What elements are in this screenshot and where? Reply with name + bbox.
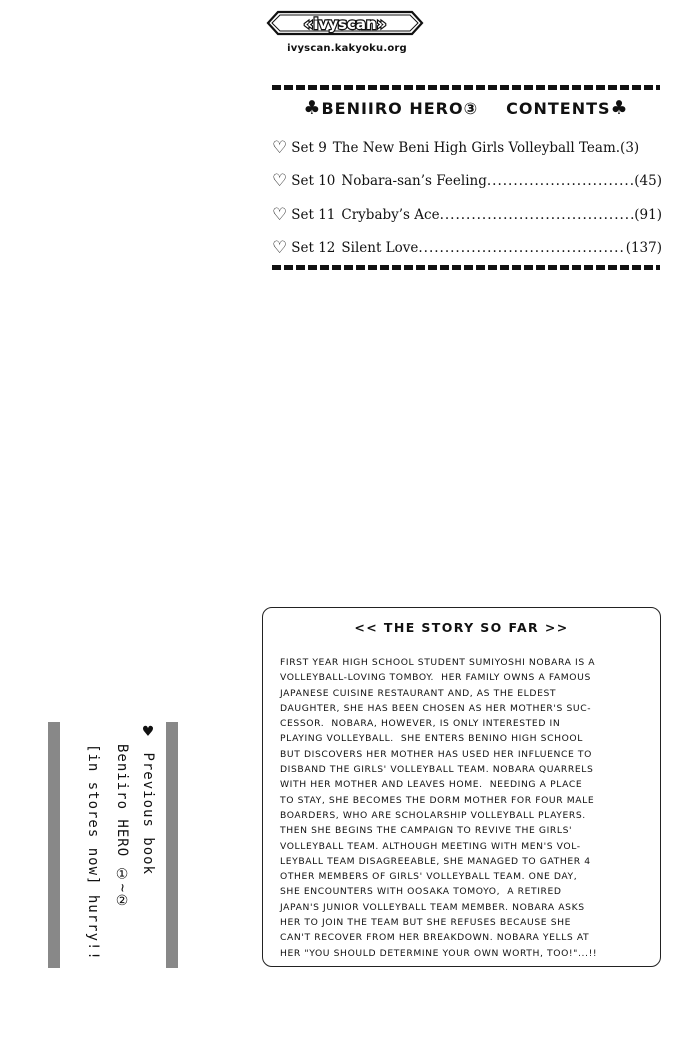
toc-chapter-title: The New Beni High Girls Volleyball Team. (332, 139, 621, 156)
story-line: JAPAN'S JUNIOR VOLLEYBALL TEAM MEMBER. NOBARA ASKS (280, 901, 585, 913)
toc-entry (272, 198, 662, 232)
heart-icon: ♡ (272, 171, 288, 192)
story-line: PLAYING VOLLEYBALL. SHE ENTERS BENINO HIGH SCHOOL (280, 733, 583, 745)
toc-leader-dots (418, 240, 625, 256)
toc-entry (272, 131, 662, 165)
story-line: BOARDERS, WHO ARE SCHOLARSHIP VOLLEYBALL PLAYERS. (280, 809, 586, 821)
toc-chapter-title: Crybaby’s Ace (341, 206, 440, 223)
toc-page-number: (3) (620, 139, 640, 156)
story-line: HER "YOU SHOULD DETERMINE YOUR OWN WORTH, TOO!"...!! (280, 947, 598, 959)
table-of-contents (272, 131, 662, 265)
story-line: LEYBALL TEAM DISAGREEABLE, SHE MANAGED TO GATHER 4 (280, 855, 591, 867)
heart-icon: ♡ (272, 204, 288, 225)
previous-book-notice (48, 722, 180, 968)
story-line: FIRST YEAR HIGH SCHOOL STUDENT SUMIYOSHI NOBARA IS A (280, 657, 596, 668)
logo-text: «ivyscan» (303, 15, 387, 33)
story-line: SHE ENCOUNTERS WITH OOSAKA TOMOYO, A RETIRED (280, 886, 562, 898)
series-title: BENIIRO HERO (321, 99, 464, 118)
story-title: << THE STORY SO FAR >> (354, 620, 569, 635)
logo-url: ivyscan.kakyoku.org (287, 43, 407, 54)
heart-icon: ♥ (138, 722, 158, 743)
contents-title (272, 97, 660, 119)
story-line: VOLLEYBALL-LOVING TOMBOY. HER FAMILY OWNS A FAMOUS (280, 672, 591, 684)
toc-set-number: Set 11 (291, 206, 336, 223)
toc-leader-dots (440, 207, 635, 223)
story-line: CESSOR. NOBARA, HOWEVER, IS ONLY INTERESTED IN (280, 718, 561, 730)
toc-chapter-title: Silent Love (341, 240, 419, 257)
logo-graphic (266, 8, 424, 38)
story-line: OTHER MEMBERS OF GIRLS' VOLLEYBALL TEAM. ONE DAY, (280, 871, 578, 883)
toc-set-number: Set 10 (291, 173, 336, 190)
toc-page-number: (91) (634, 206, 662, 223)
story-so-far-box (262, 607, 661, 967)
toc-entry (272, 165, 662, 199)
story-line: JAPANESE CUISINE RESTAURANT AND, AS THE ELDEST (280, 687, 557, 699)
heart-icon: ♡ (272, 238, 288, 259)
club-icon: ♣ (610, 97, 629, 119)
previous-book-title: Beniiro HERO ①~② (114, 744, 130, 911)
top-dashed-rule (272, 85, 660, 90)
story-line: DISBAND THE GIRLS' VOLLEYBALL TEAM. NOBARA QUARRELS (280, 764, 594, 776)
logo (266, 8, 424, 38)
gray-side-bar (166, 722, 178, 968)
contents-heading: CONTENTS (506, 99, 611, 118)
toc-leader-dots (487, 173, 634, 189)
previous-book-label: ♥ Previous book (138, 722, 158, 876)
story-line: CAN'T RECOVER FROM HER BREAKDOWN. NOBARA YELLS AT (280, 932, 590, 944)
toc-chapter-title: Nobara-san’s Feeling (341, 173, 487, 190)
story-line: DAUGHTER, SHE HAS BEEN CHOSEN AS HER MOTHER'S SUC- (280, 702, 592, 714)
gray-side-bar (48, 722, 60, 968)
story-line: WITH HER MOTHER AND LEAVES HOME. NEEDING A PLACE (280, 779, 583, 791)
toc-page-number: (137) (625, 240, 662, 257)
story-line: BUT DISCOVERS HER MOTHER HAS USED HER INFLUENCE TO (280, 748, 592, 760)
toc-set-number: Set 9 (291, 139, 327, 156)
story-line: TO STAY, SHE BECOMES THE DORM MOTHER FOR FOUR MALE (280, 794, 595, 806)
club-icon: ♣ (303, 97, 322, 119)
volume-number: ③ (463, 99, 479, 118)
story-line: HER TO JOIN THE TEAM BUT SHE REFUSES BECAUSE SHE (280, 917, 572, 929)
heart-icon: ♡ (272, 137, 288, 158)
toc-set-number: Set 12 (291, 240, 336, 257)
story-line: VOLLEYBALL TEAM. ALTHOUGH MEETING WITH MEN'S VOL- (280, 840, 581, 852)
toc-entry (272, 232, 662, 266)
bottom-dashed-rule (272, 265, 660, 270)
toc-page-number: (45) (634, 173, 662, 190)
story-text (280, 655, 652, 961)
in-stores-text: [in stores now] hurry!! (85, 744, 101, 961)
story-line: THEN SHE BEGINS THE CAMPAIGN TO REVIVE THE GIRLS' (280, 825, 573, 837)
